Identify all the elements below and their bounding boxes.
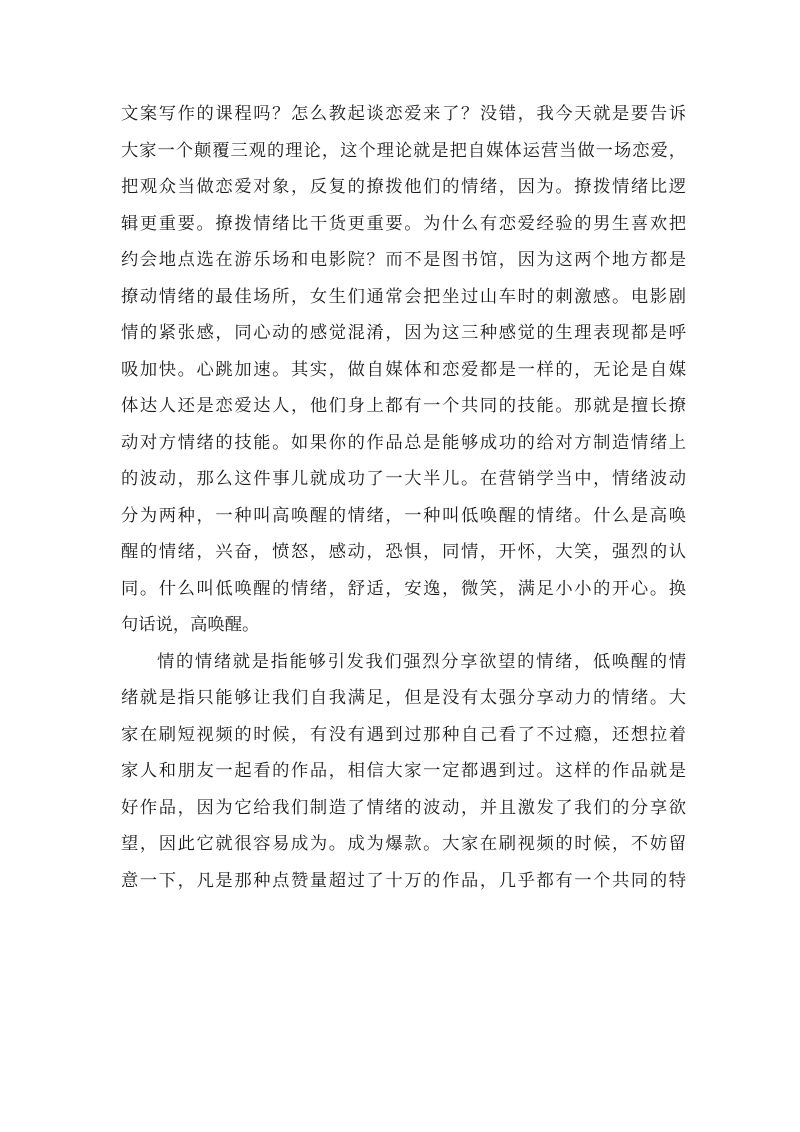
text-line: 体达人还是恋爱达人，他们身上都有一个共同的技能。那就是擅长撩: [121, 396, 686, 416]
text-line: 吸加快。心跳加速。其实，做自媒体和恋爱都是一样的，无论是自媒: [121, 359, 686, 380]
text-line: 情的情绪就是指能够引发我们强烈分享欲望的情绪，低唤醒的情: [157, 651, 686, 672]
document-body: [121, 96, 686, 899]
text-line: 句话说，高唤醒。: [121, 615, 260, 635]
text-line: 醒的情绪，兴奋，愤怒，感动，恐惧，同情，开怀，大笑，强烈的认: [121, 542, 686, 562]
text-line: 情的紧张感，同心动的感觉混淆，因为这三种感觉的生理表现都是呼: [121, 323, 686, 343]
paragraph-1: [121, 96, 686, 644]
text-line: 好作品，因为它给我们制造了情绪的波动，并且激发了我们的分享欲: [121, 797, 686, 818]
text-line: 大家一个颠覆三观的理论，这个理论就是把自媒体运营当做一场恋爱，: [121, 140, 686, 161]
text-line: 文案写作的课程吗？怎么教起谈恋爱来了？没错，我今天就是要告诉: [121, 104, 686, 124]
text-line: 意一下，凡是那种点赞量超过了十万的作品，几乎都有一个共同的特: [121, 870, 686, 891]
text-line: 望，因此它就很容易成为。成为爆款。大家在刷视频的时候，不妨留: [121, 834, 686, 854]
text-line: 家在刷短视频的时候，有没有遇到过那种自己看了不过瘾，还想拉着: [121, 724, 686, 745]
text-line: 撩动情绪的最佳场所，女生们通常会把坐过山车时的刺激感。电影剧: [121, 286, 686, 307]
text-line: 把观众当做恋爱对象，反复的撩拨他们的情绪，因为。撩拨情绪比逻: [121, 177, 686, 197]
text-line: 家人和朋友一起看的作品，相信大家一定都遇到过。这样的作品就是: [121, 761, 686, 781]
text-line: 同。什么叫低唤醒的情绪，舒适，安逸，微笑，满足小小的开心。换: [121, 578, 686, 599]
text-line: 约会地点选在游乐场和电影院？而不是图书馆，因为这两个地方都是: [121, 250, 686, 270]
text-line: 绪就是指只能够让我们自我满足，但是没有太强分享动力的情绪。大: [121, 688, 686, 708]
text-line: 动对方情绪的技能。如果你的作品总是能够成功的给对方制造情绪上: [121, 432, 686, 453]
text-line: 的波动，那么这件事儿就成功了一大半儿。在营销学当中，情绪波动: [121, 469, 686, 489]
paragraph-2: [121, 644, 686, 900]
text-line: 辑更重要。撩拨情绪比干货更重要。为什么有恋爱经验的男生喜欢把: [121, 213, 686, 234]
text-line: 分为两种，一种叫高唤醒的情绪，一种叫低唤醒的情绪。什么是高唤: [121, 505, 686, 526]
